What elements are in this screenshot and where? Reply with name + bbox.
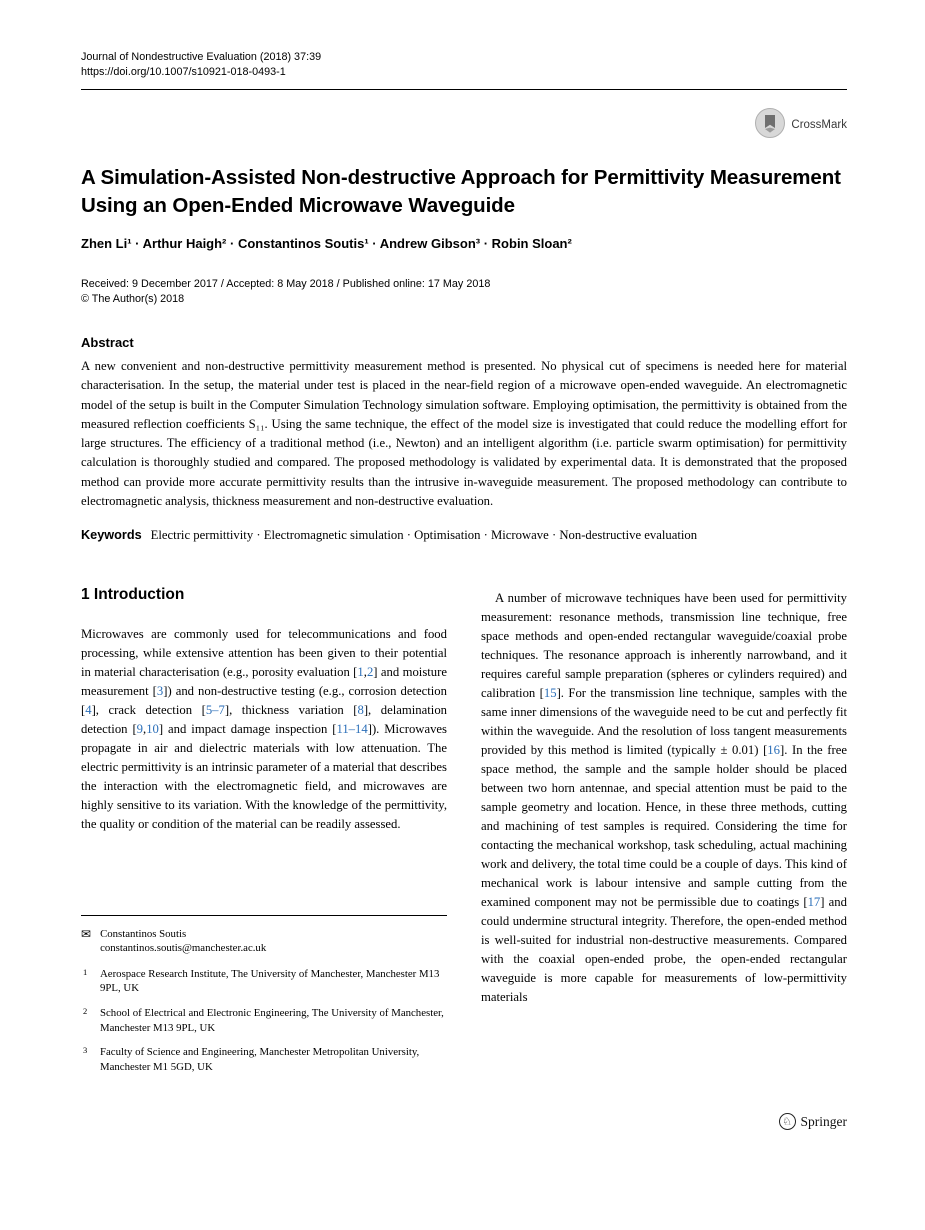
citation-link[interactable]: 4 [85,703,92,718]
keywords-heading: Keywords [81,528,142,543]
citation-link[interactable]: 17 [807,895,821,910]
right-column [481,586,847,1084]
doi-link[interactable]: https://doi.org/10.1007/s10921-018-0493-1 [81,66,286,78]
citation-link[interactable]: 16 [767,743,780,758]
page-footer [81,1112,847,1130]
affiliation-text: School of Electrical and Electronic Engineering, The University of Manchester, Manchester M13 9PL, UK [100,1007,444,1034]
copyright-line: © The Author(s) 2018 [81,293,185,305]
affiliation-number: 1 [83,966,88,977]
crossmark-row [81,106,847,144]
citation-link[interactable]: 11–14 [336,722,368,737]
citation-link[interactable]: 10 [146,722,159,737]
journal-header [81,50,847,90]
section-heading-introduction: 1 Introduction [81,586,185,604]
correspondence-name: Constantinos Soutis [100,927,187,940]
citation-link[interactable]: 5–7 [205,703,225,718]
springer-logo [779,1113,848,1130]
correspondence-email[interactable]: constantinos.soutis@manchester.ac.uk [100,942,267,955]
correspondence-block [81,927,447,956]
citation-link[interactable]: 1 [357,665,364,680]
affiliation-3 [81,1045,447,1074]
keywords-line [81,526,847,544]
publisher-name: Springer [800,1113,847,1129]
abstract-heading: Abstract [81,335,134,350]
header-rule [81,89,847,90]
affiliation-1 [81,967,447,996]
springer-knight-icon: ♘ [779,1113,796,1130]
crossmark-badge[interactable] [754,106,847,144]
keywords-text: Electric permittivity · Electromagnetic simulation · Optimisation · Microwave · Non-destructive evaluation [150,528,698,543]
crossmark-icon [754,107,786,144]
abstract-section [81,335,847,511]
citation-link[interactable]: 15 [543,686,557,701]
crossmark-label: CrossMark [791,119,847,131]
author-line: Zhen Li¹ · Arthur Haigh² · Constantinos Soutis¹ · Andrew Gibson³ · Robin Sloan² [81,236,572,251]
footnotes-block [81,915,447,1085]
two-column-body [81,586,847,1084]
journal-name: Journal of Nondestructive Evaluation (2018) 37:39 [81,51,322,63]
affiliation-number: 2 [83,1006,88,1016]
left-column [81,586,447,1084]
affiliation-number: 3 [83,1045,88,1056]
abstract-text: A new convenient and non-destructive permittivity measurement method is presented. No physical cut of specimens is needed here for material characterisation. In the setup, the material under test is placed in the near-field region of a microwave open-ended waveguide. An electromagnetic model of the setup is built in the Computer Simulation Technology simulation software. Employing optimisation, the permittivity is obtained from the measured reflection coefficients S₁₁. Using the same technique, the effect of the model size is investigated that could reduce the modelling effort for large structures. The efficiency of a traditional method (i.e., Newton) and an intelligent algorithm (i.e. particle swarm optimisation) for permittivity calculation is thoroughly studied and compared. The proposed methodology is validated by experimental data. It is demonstrated that the proposed method can provide more accurate permittivity results than the intrusive in-waveguide measurement. The proposed methodology can contribute to electromagnetic analysis, thickness measurement and non-destructive evaluation. [81,359,847,509]
intro-paragraph-left: Microwaves are commonly used for telecommunications and food processing, while extensive attention has been given to their potential in material characterisation (e.g., porosity evaluation [1,2] and moisture measurement [3]) and non-destructive testing (e.g., corrosion detection [4], crack detection [5–7], thickness variation [8], delamination detection [9,10] and impact damage inspection [11–14]). Microwaves propagate in air and dielectric materials with low attenuation. The electric permittivity is an intrinsic parameter of a material that describes the interaction with the electromagnetic field, and microwaves are highly sensitive to its variation. With the knowledge of the permittivity, the quality or condition of the material can be readily assessed. [81,627,448,832]
citation-link[interactable]: 9 [136,722,144,737]
affiliation-text: Faculty of Science and Engineering, Manchester Metropolitan University, Manchester M1 5GD, UK [100,1046,420,1073]
affiliation-2 [81,1006,447,1035]
dates-line: Received: 9 December 2017 / Accepted: 8 May 2018 / Published online: 17 May 2018 [81,278,491,290]
footnote-rule [81,915,447,916]
intro-paragraph-right: A number of microwave techniques have been used for permittivity measurement: resonance methods, transmission line technique, free space methods and open-ended rectangular waveguide/coaxial probe techniques. The resonance approach is inherently narrowband, and it requires careful sample preparation (spheres or cylinders required) and calibration [15]. For the transmission line technique, samples with the same inner dimensions of the waveguide need to be cut and perfectly fit within the waveguide. And the resolution of loss tangent measurements provided by this method is limited (typically ± 0.01) [16]. In the free space method, the sample and the sample holder should be placed between two horn antennae, and special attention must be paid to the sample geometry and location. Hence, in these three methods, cutting and machining of test samples is required. Considering the time for contacting the mechanical workshop, task scheduling, actual machining work and delivery, the total time could be a couple of days. This kind of mechanical work is labour intensive and sample cutting from the examined component may not be permissible due to coatings [17] and could undermine structural integrity. Therefore, the open-ended method is well-suited for industrial non-destructive measurements. Compared with the coaxial open-ended probe, the open-ended rectangular waveguide is more capable for measurements of low-permittivity materials [481,591,847,1005]
citation-link[interactable]: 3 [156,684,164,699]
envelope-icon: ✉ [81,926,92,941]
article-title: A Simulation-Assisted Non-destructive Approach for Permittivity Measurement Using an Open-Ended Microwave Waveguide [81,166,841,217]
citation-link[interactable]: 8 [357,703,364,718]
citation-link[interactable]: 2 [366,665,374,680]
affiliation-text: Aerospace Research Institute, The University of Manchester, Manchester M13 9PL, UK [100,967,440,995]
